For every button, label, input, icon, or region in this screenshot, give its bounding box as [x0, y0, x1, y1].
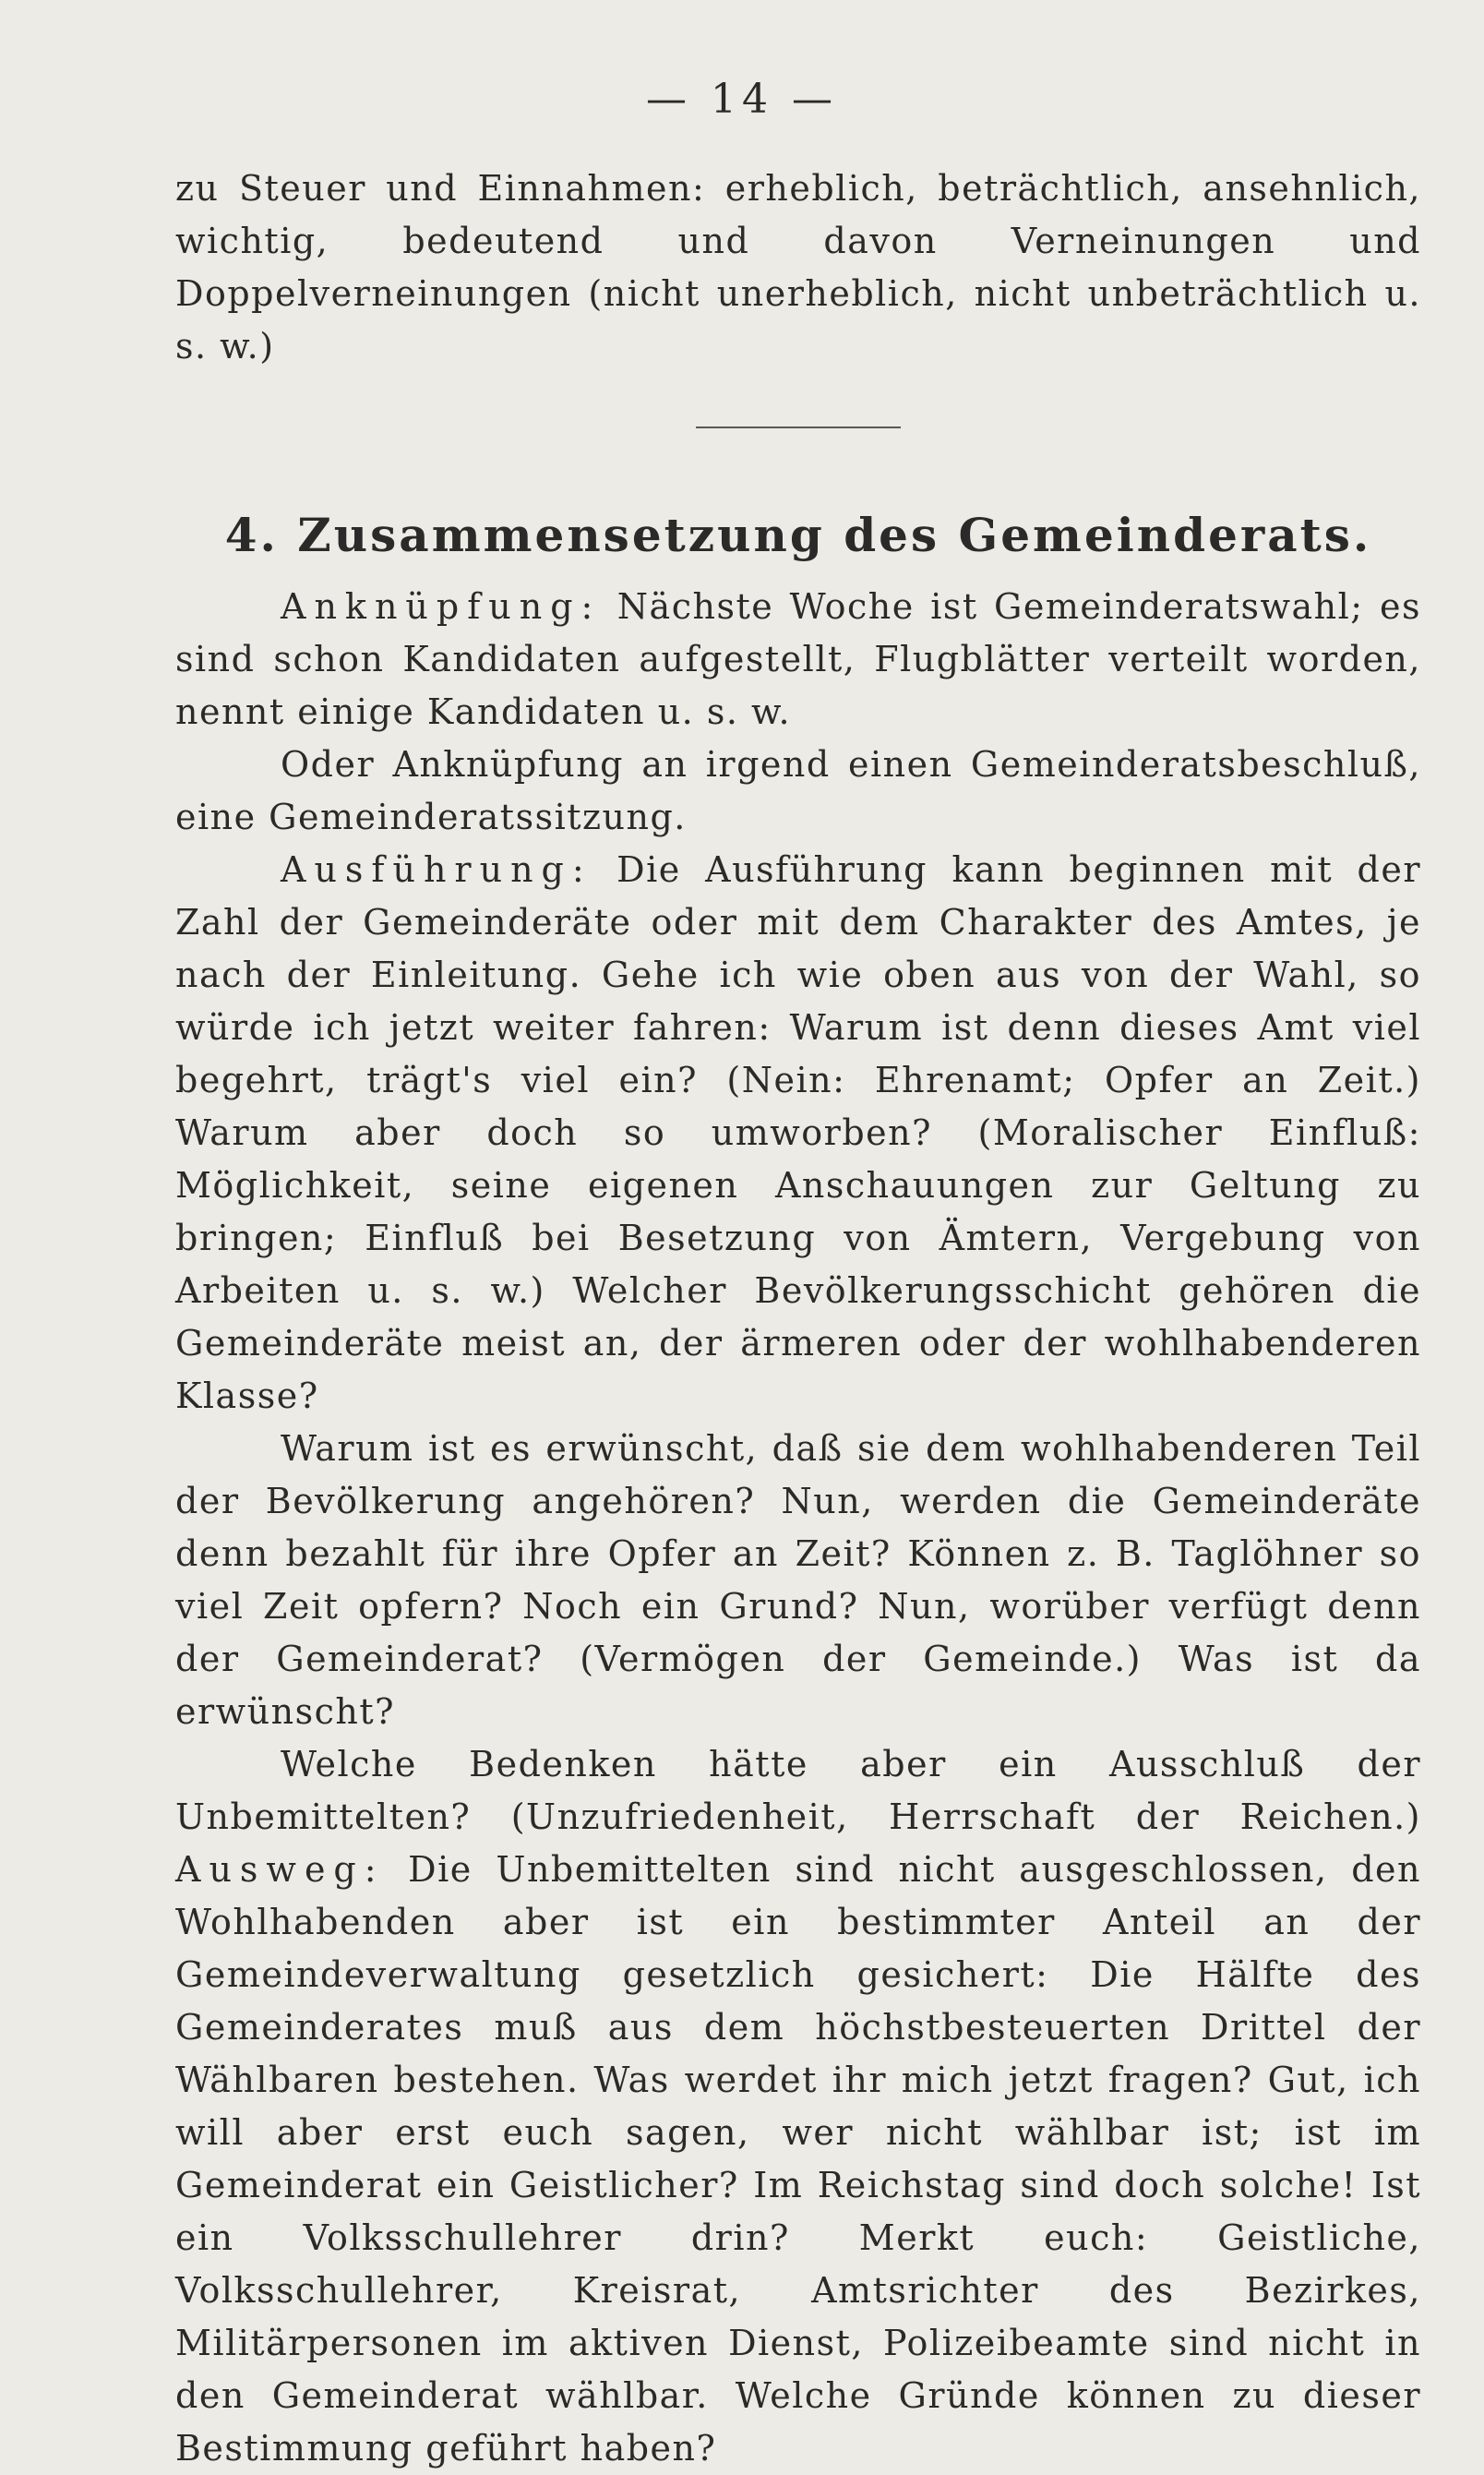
- paragraph-ausfuehrung: [175, 844, 1421, 1423]
- paragraph-text: Die Ausführung kann beginnen mit der Zahl der Gemeinderäte oder mit dem Charakter des Amtes, je nach der Einleitung. Gehe ich wie oben aus von der Wahl, so würde ich jetzt weiter fahren: Warum ist denn dieses Amt viel begehrt, trägt's viel ein? (Nein: Ehrenamt; Opfer an Zeit.) Warum aber doch so umworben? (Moralischer Einfluß: Möglichkeit, seine eigenen Anschauungen zur Geltung zu bringen; Einfluß bei Besetzung von Ämtern, Vergebung von Arbeiten u. s. w.) Welcher Bevölkerungsschicht gehören die Gemeinderäte meist an, der ärmeren oder der wohlhabenderen Klasse?: [175, 849, 1421, 1416]
- paragraph-bedenken: [175, 1738, 1421, 2475]
- paragraph-text: Nächste Woche ist Gemeinderatswahl; es sind schon Kandidaten aufgestellt, Flugblätter verteilt worden, nennt einige Kandidaten u. s. w.: [175, 586, 1421, 732]
- paragraph-ankn: [175, 581, 1421, 739]
- paragraph-text-continued: Die Unbemittelten sind nicht ausgeschlossen, den Wohlhabenden aber ist ein bestimmter Anteil an der Gemeindeverwaltung gesetzlich gesichert: Die Hälfte des Gemeinderates muß aus dem höchstbesteuerten Drittel der Wählbaren bestehen. Was werdet ihr mich jetzt fragen? Gut, ich will aber erst euch sagen, wer nicht wählbar ist; ist im Gemeinderat ein Geistlicher? Im Reichstag sind doch solche! Ist ein Volksschullehrer drin? Merkt euch: Geistliche, Volksschullehrer, Kreisrat, Amtsrichter des Bezirkes, Militärpersonen im aktiven Dienst, Polizeibeamte sind nicht in den Gemeinderat wählbar. Welche Gründe können zu dieser Bestimmung geführt haben?: [175, 1849, 1421, 2469]
- paragraph-warum: Warum ist es erwünscht, daß sie dem wohlhabenderen Teil der Bevölkerung angehören? Nun, werden die Gemeinderäte denn bezahlt für ihre Opfer an Zeit? Können z. B. Taglöhner so viel Zeit opfern? Noch ein Grund? Nun, worüber verfügt denn der Gemeinderat? (Vermögen der Gemeinde.) Was ist da erwünscht?: [175, 1428, 1421, 1732]
- label-ausweg: Ausweg:: [175, 1849, 385, 1890]
- label-ausfuehrung: Ausführung:: [281, 849, 592, 890]
- intro-paragraph: zu Steuer und Einnahmen: erheblich, beträchtlich, ansehnlich, wichtig, bedeutend und davon Verneinungen und Doppelverneinungen (nicht unerheblich, nicht unbeträchtlich u. s. w.): [175, 168, 1421, 366]
- page-number: — 14 —: [646, 76, 838, 123]
- section-heading: 4. Zusammensetzung des Gemeinderats.: [224, 508, 1372, 562]
- page-body: [175, 162, 1421, 2475]
- section-divider: [696, 427, 901, 428]
- paragraph-text: Welche Bedenken hätte aber ein Ausschluß der Unbemittelten? (Unzufriedenheit, Herrschaft der Reichen.): [175, 1744, 1421, 1837]
- paragraph-oder: Oder Anknüpfung an irgend einen Gemeinderatsbeschluß, eine Gemeinderatssitzung.: [175, 744, 1421, 837]
- label-anknuepfung: Anknüpfung:: [281, 586, 602, 627]
